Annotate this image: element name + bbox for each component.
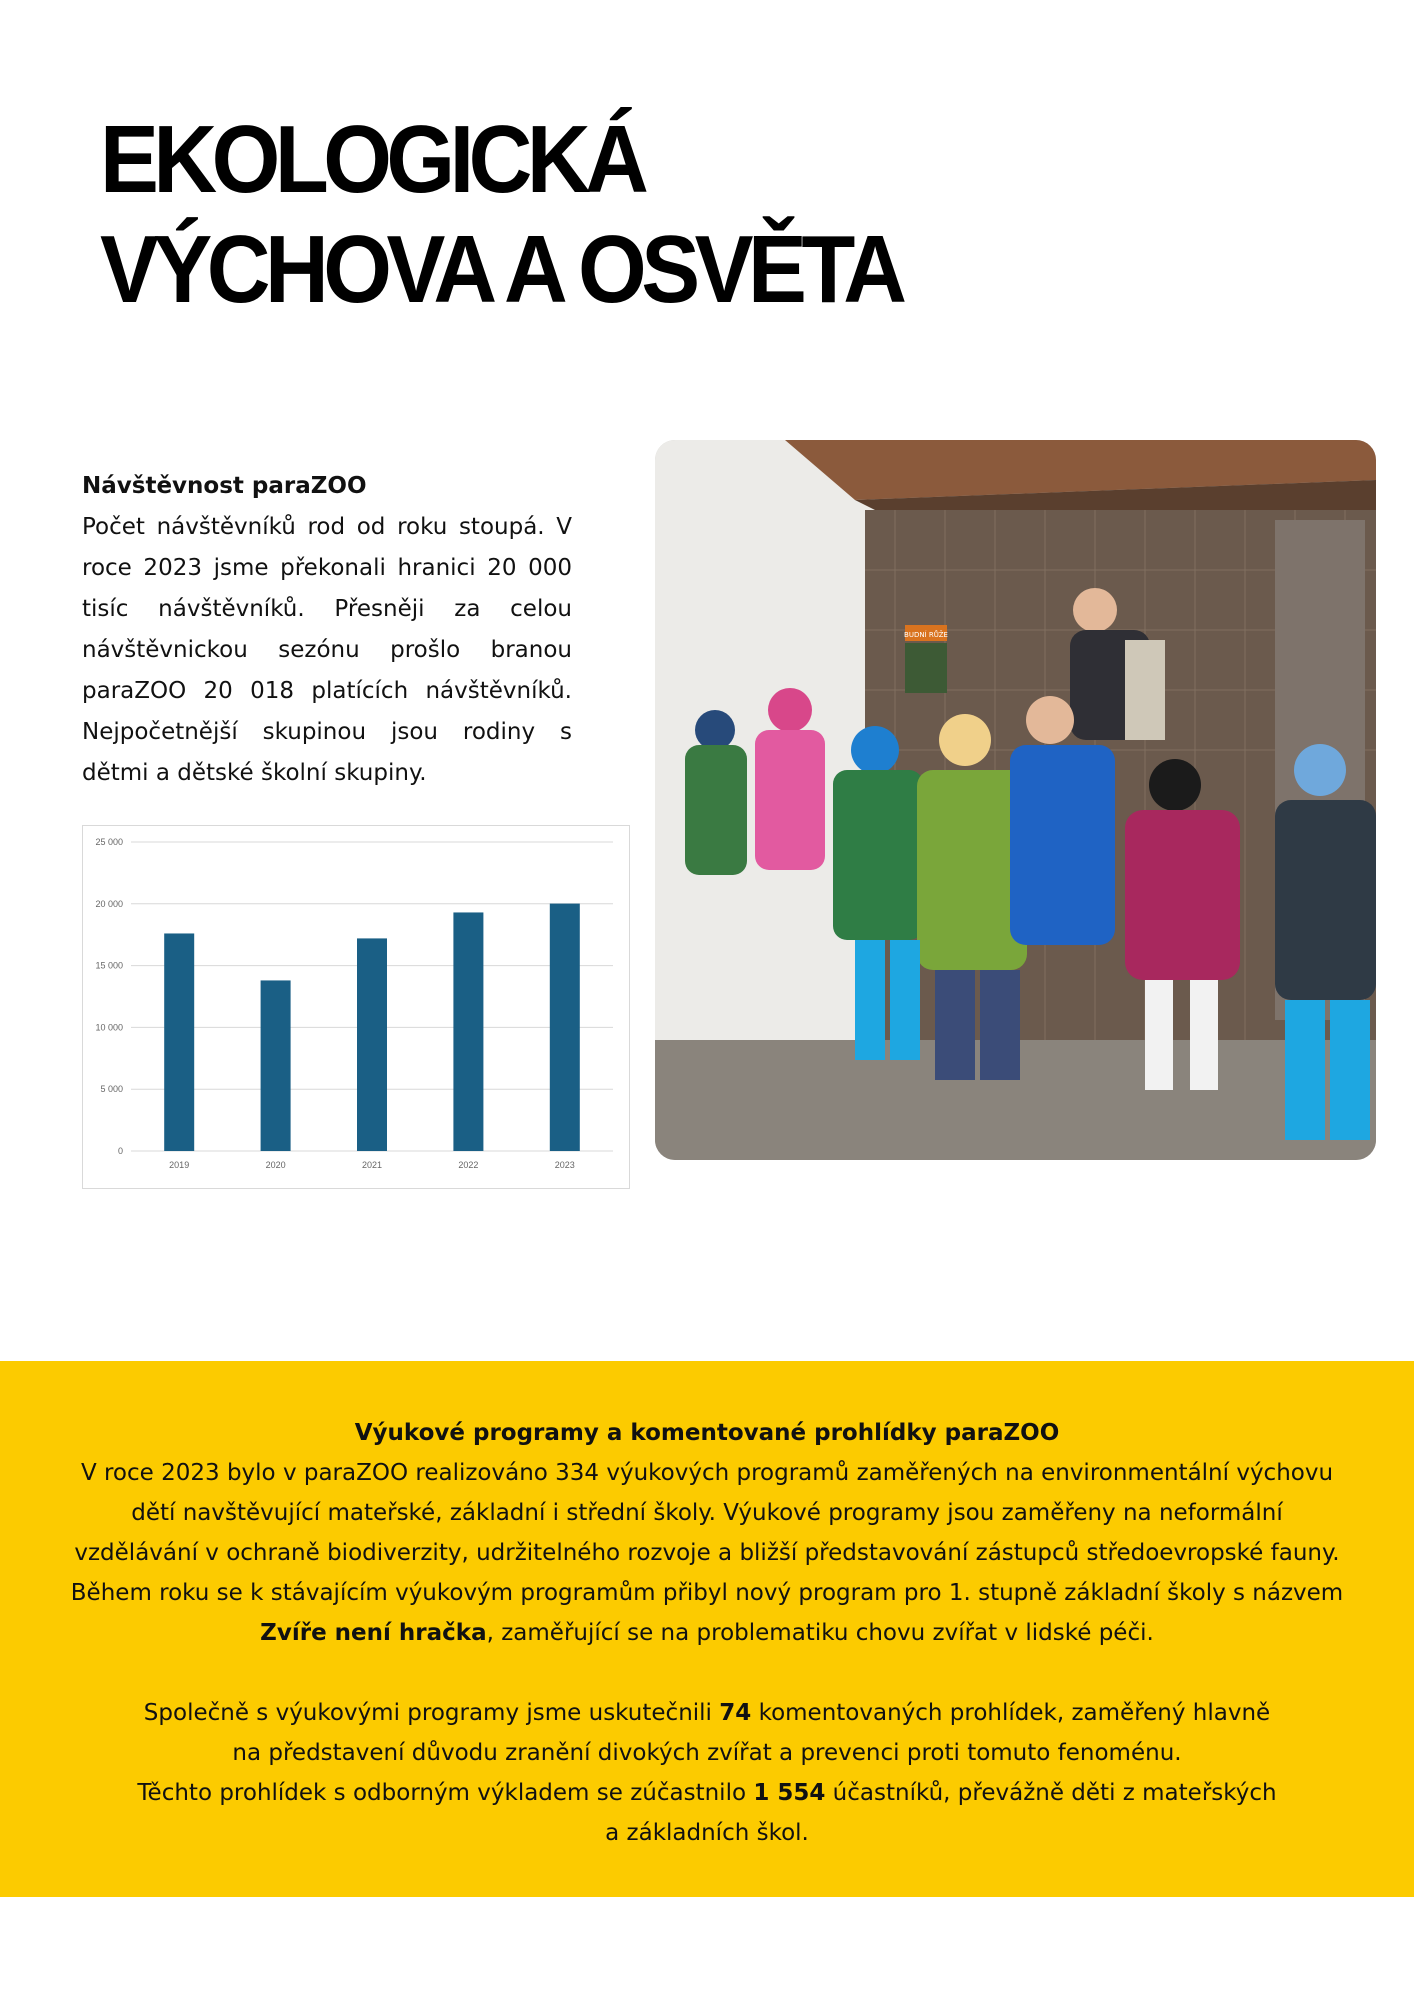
bar-2019 [164, 933, 194, 1151]
bar-2022 [453, 912, 483, 1151]
children-at-enclosure-photo [655, 440, 1376, 1160]
visitors-chart [82, 825, 630, 1189]
photo-illustration [655, 440, 1376, 1160]
programs-text-line: Zvíře není hračka, zaměřující se na problematiku chovu zvířat v lidské péči. [260, 1620, 1154, 1646]
program-name-bold: Zvíře není hračka [260, 1620, 487, 1646]
tours-count: 74 [719, 1700, 752, 1726]
bar-2021 [357, 938, 387, 1151]
visitors-chart-svg [83, 826, 629, 1188]
visits-heading: Návštěvnost paraZOO [82, 473, 367, 499]
y-tick-label: 0 [117, 1146, 123, 1156]
programs-section [0, 1361, 1414, 1897]
tours-text-line: Těchto prohlídek s odborným výkladem se zúčastnilo 1 554 účastníků, převážně děti z mateřských [137, 1780, 1277, 1806]
x-tick-label: 2020 [265, 1160, 286, 1170]
visits-section [82, 466, 572, 794]
x-tick-label: 2023 [554, 1160, 575, 1170]
programs-text-line: dětí navštěvující mateřské, základní i střední školy. Výukové programy jsou zaměřeny na neformální [131, 1500, 1283, 1526]
programs-text-line: vzdělávání v ochraně biodiverzity, udržitelného rozvoje a bližší představování zástupců středoevropské fauny. [74, 1540, 1340, 1566]
bar-2020 [261, 980, 291, 1151]
page-title-line-1: EKOLOGICKÁ [100, 106, 644, 213]
programs-text-line: V roce 2023 bylo v paraZOO realizováno 334 výukových programů zaměřených na environmentální výchovu [80, 1460, 1334, 1486]
tours-text-line: a základních škol. [605, 1820, 809, 1846]
y-tick-label: 20 000 [95, 898, 123, 909]
x-tick-label: 2022 [458, 1160, 479, 1170]
bar-2023 [550, 904, 580, 1151]
participants-count: 1 554 [753, 1780, 826, 1806]
programs-text-line: Během roku se k stávajícím výukovým programům přibyl nový program pro 1. stupně základní školy s názvem [70, 1580, 1344, 1606]
programs-heading: Výukové programy a komentované prohlídky paraZOO [354, 1420, 1060, 1446]
y-tick-label: 25 000 [95, 837, 123, 847]
y-tick-label: 15 000 [95, 960, 123, 971]
enclosure-sign-text: BUDNÍ RŮŽE [904, 631, 948, 639]
y-tick-label: 5 000 [100, 1084, 123, 1095]
page-title-line-2: VÝCHOVA A OSVĚTA [100, 216, 902, 323]
tours-text-line: Společně s výukovými programy jsme uskutečnili 74 komentovaných prohlídek, zaměřený hlavně [143, 1700, 1271, 1726]
x-tick-label: 2021 [361, 1160, 383, 1170]
y-tick-label: 10 000 [95, 1022, 123, 1033]
tours-text-line: na představení důvodu zranění divokých zvířat a prevenci proti tomuto fenoménu. [232, 1740, 1182, 1766]
page-title [100, 105, 902, 325]
visits-body: Počet návštěvníků rod od roku stoupá. V roce 2023 jsme překonali hranici 20 000 tisíc návštěvníků. Přesněji za celou návštěvnickou sezónu prošlo branou paraZOO 20 018 platících návštěvníků. Nejpočetnější skupinou jsou rodiny s dětmi a dětské školní skupiny. [82, 514, 572, 786]
x-tick-label: 2019 [169, 1160, 190, 1170]
